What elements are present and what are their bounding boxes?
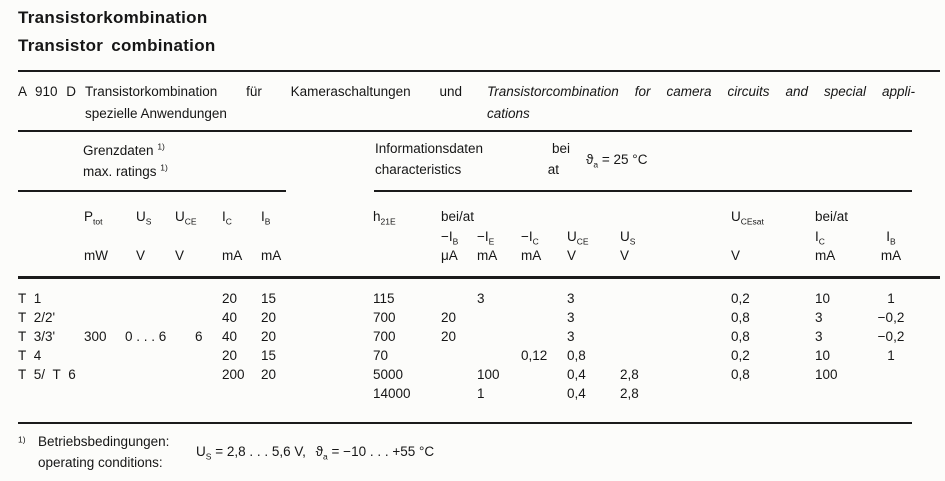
column-subheader-row [0,229,945,248]
footnote-ref-icon: 1) [157,141,165,152]
row-label: T 4 [18,348,42,363]
unit-ic: mA [222,248,243,263]
footnote-label-german: Betriebsbedingungen: [38,434,170,449]
cell-h21e: 700 [373,310,396,325]
cell-ic-right: 3 [815,329,823,344]
page-title-german: Transistorkombination [18,8,208,27]
unit-us-mid: V [620,248,630,263]
unit-ib-right: mA [880,248,902,263]
rule-under-description [18,130,912,132]
cell-h21e: 115 [373,291,395,306]
part-description-english-line1: Transistorcombination for camera circuits and special appli- [487,84,915,99]
col-header-ic-right: $I_C$ [815,229,825,247]
footnote-ref-icon: 1) [160,162,168,173]
table-row [0,348,945,367]
unit-minus-ie: mA [477,248,498,263]
cell-ic: 40 [222,329,238,344]
cell-uce-mid: 0,4 [567,386,586,401]
cell-ic-right: 3 [815,310,823,325]
cell-uce-mid: 0,8 [567,348,586,363]
rule-under-column-headers [18,276,940,279]
unit-minus-ib: μA [441,248,458,263]
col-header-h21e: $h_{21E}$ [373,209,396,227]
cell-ic: 20 [222,291,238,306]
cell-ib-right: 1 [887,348,895,363]
cell-ucesat: 0,8 [731,310,750,325]
col-header-ib-right: $I_B$ [886,229,896,247]
cell-ic-right: 10 [815,291,831,306]
footnote-label-english: operating conditions: [38,455,163,470]
cell-ic: 20 [222,348,238,363]
units-row [0,248,945,267]
characteristics-header-german: Informationsdaten bei [375,141,570,156]
cell-minus-ic: 0,12 [521,348,548,363]
cell-ib: 20 [261,367,277,382]
cell-ptot: 300 [84,329,107,344]
col-header-us-mid: $U_S$ [620,229,636,247]
cell-h21e: 700 [373,329,396,344]
row-label: T 5/ T 6 [18,367,76,382]
rule-under-ratings-header [18,190,286,192]
col-header-bei-at-right: bei/at [815,209,849,224]
col-header-us: $U_S$ [136,209,152,227]
unit-ic-right: mA [815,248,836,263]
unit-uce-mid: V [567,248,577,263]
ratings-header-german: Grenzdaten $^{1)}$ [83,141,165,158]
rule-under-characteristics-header [374,190,912,192]
table-row [0,367,945,386]
col-header-minus-ib: $-I_B$ [441,229,459,247]
cell-ib-right: 1 [887,291,895,306]
cell-h21e: 5000 [373,367,404,382]
cell-ucesat: 0,8 [731,367,750,382]
col-header-bei-at-mid: bei/at [441,209,475,224]
unit-minus-ic: mA [521,248,542,263]
col-header-uce-mid: $U_{CE}$ [567,229,589,247]
part-description-english-line2: cations [487,106,530,121]
cell-ib: 15 [261,291,277,306]
table-row [0,291,945,310]
col-header-ucesat: $U_{CEsat}$ [731,209,764,227]
cell-ic: 200 [222,367,245,382]
cell-minus-ie: 1 [477,386,485,401]
page-title-english: Transistor combination [18,36,216,55]
cell-minus-ib: 20 [441,310,457,325]
cell-ucesat: 0,2 [731,291,750,306]
ambient-temperature-condition: $ϑ_a = 25$ °C [586,152,648,170]
row-label: T 1 [18,291,42,306]
col-header-ib: $I_B$ [261,209,271,227]
cell-ib: 20 [261,310,277,325]
unit-ib: mA [261,248,282,263]
rule-table-bottom [18,422,912,424]
cell-h21e: 70 [373,348,389,363]
col-header-uce: $U_{CE}$ [175,209,197,227]
characteristics-header-english: characteristics at [375,162,559,177]
unit-ucesat: V [731,248,741,263]
col-header-ic: $I_C$ [222,209,232,227]
col-header-ptot: $P_{tot}$ [84,209,103,227]
cell-minus-ie: 3 [477,291,485,306]
cell-minus-ib: 20 [441,329,457,344]
unit-us: V [136,248,146,263]
ratings-header-english: max. ratings $^{1)}$ [83,162,168,179]
cell-ic: 40 [222,310,238,325]
cell-ib-right: −0,2 [877,329,905,344]
rule-top [18,70,940,72]
unit-ptot: mW [84,248,108,263]
part-number: A 910 D [18,84,77,99]
cell-ib: 15 [261,348,277,363]
cell-ucesat: 0,2 [731,348,750,363]
cell-uce-mid: 3 [567,310,575,325]
cell-us-mid: 2,8 [620,386,639,401]
col-header-minus-ie: $-I_E$ [477,229,495,247]
cell-ic-right: 10 [815,348,831,363]
cell-uce-mid: 3 [567,329,575,344]
cell-uce: 6 [195,329,203,344]
footnote-marker: 1) [18,434,26,445]
cell-ucesat: 0,8 [731,329,750,344]
cell-us-mid: 2,8 [620,367,639,382]
table-row [0,329,945,348]
cell-ib-right: −0,2 [877,310,905,325]
unit-uce: V [175,248,185,263]
cell-h21e: 14000 [373,386,411,401]
cell-ic-right: 100 [815,367,838,382]
column-header-row [0,209,945,228]
table-row [0,310,945,329]
cell-ib: 20 [261,329,277,344]
table-row [0,386,945,405]
cell-minus-ie: 100 [477,367,500,382]
cell-us: 0 . . . 6 [125,329,167,344]
cell-uce-mid: 0,4 [567,367,586,382]
part-description-german-line2: spezielle Anwendungen [85,106,227,121]
part-description-german-line1: Transistorkombination für Kameraschaltungen und [85,84,462,99]
footnote-operating-conditions: $U_S = 2,8$ . . . 5,6 V, $ϑ_a = -10$ . . . +55 °C [196,444,435,462]
row-label: T 3/3' [18,329,56,344]
col-header-minus-ic: $-I_C$ [521,229,539,247]
cell-uce-mid: 3 [567,291,575,306]
row-label: T 2/2' [18,310,56,325]
